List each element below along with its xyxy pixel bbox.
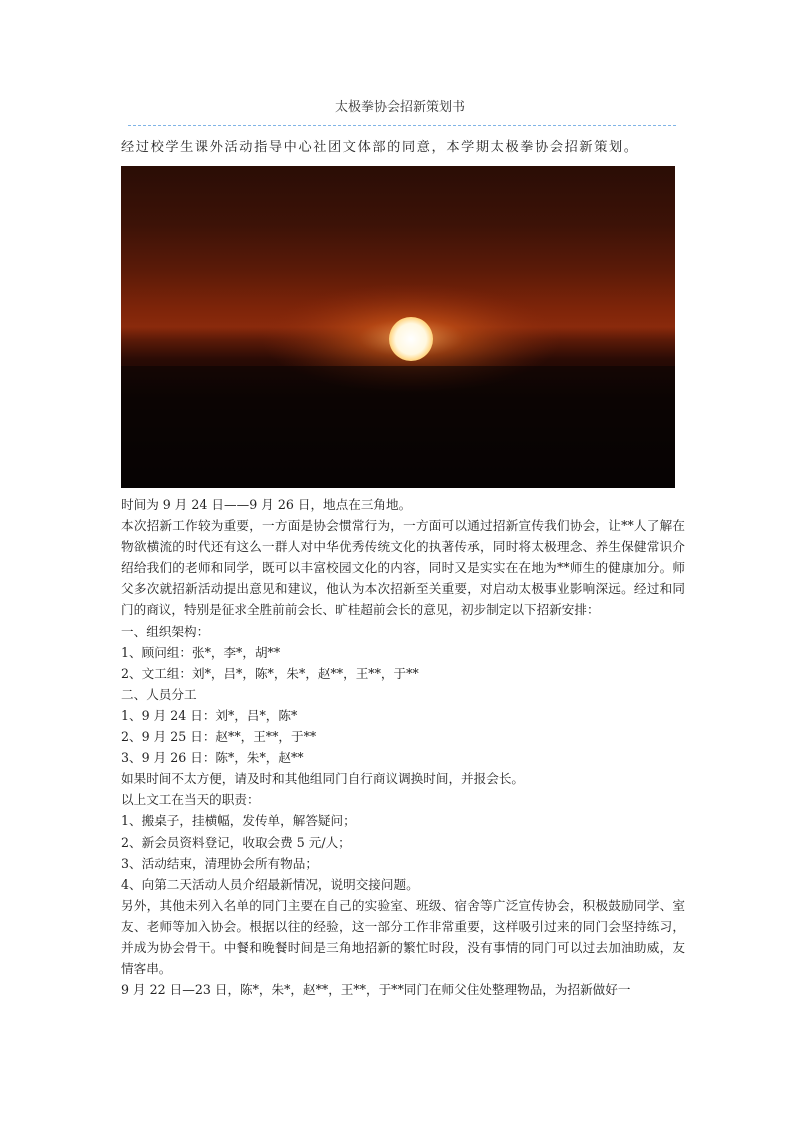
list-item: 1、顾问组：张*，李*，胡** [121, 644, 281, 660]
list-item: 2、新会员资料登记，收取会费 5 元/人； [121, 834, 351, 850]
title-divider [128, 125, 676, 126]
paragraph: 本次招新工作较为重要，一方面是协会惯常行为，一方面可以通过招新宣传我们协会，让**人了解在物欲横流的时代还有这么一群人对中华优秀传统文化的执著传承，同时将太极理念、养生保健常识介绍给我们的老师和同学，既可以丰富校园文化的内容，同时又是实实在在地为**师生的健康加分。师父多次就招新活动提出意见和建议，他认为本次招新至关重要，对启动太极事业影响深远。经过和同门的商议，特别是征求全胜前前会长、旷桂超前会长的意见，初步制定以下招新安排： [121, 518, 685, 618]
paragraph: 以上文工在当天的职责： [121, 792, 260, 808]
list-item: 1、9 月 24 日：刘*，吕*，陈* [121, 707, 298, 723]
section-heading: 一、组织架构： [121, 623, 210, 639]
intro-line: 经过校学生课外活动指导中心社团文体部的同意，本学期太极拳协会招新策划。 [121, 140, 639, 155]
paragraph: 如果时间不太方便，请及时和其他组同门自行商议调换时间，并报会长。 [121, 771, 524, 787]
list-item: 3、9 月 26 日：陈*，朱*，赵** [121, 750, 304, 766]
document-title: 太极拳协会招新策划书 [334, 100, 465, 115]
paragraph: 另外，其他未列入名单的同门主要在自己的实验室、班级、宿舍等广泛宣传协会，积极鼓励同学、室友、老师等加入协会。根据以往的经验，这一部分工作非常重要，这样吸引过来的同门会坚持练习，并成为协会骨干。中餐和晚餐时间是三角地招新的繁忙时段，没有事情的同门可以过去加油助威，友情客串。 [121, 897, 685, 977]
list-item: 3、活动结束，清理协会所有物品； [121, 855, 318, 871]
section-heading: 二、人员分工 [121, 686, 197, 702]
body-text [121, 494, 685, 1000]
list-item: 1、搬桌子，挂横幅，发传单，解答疑问； [121, 813, 356, 829]
list-item: 4、向第二天活动人员介绍最新情况，说明交接问题。 [121, 876, 419, 892]
sunset-photo [121, 166, 675, 488]
paragraph: 时间为 9 月 24 日——9 月 26 日，地点在三角地。 [121, 497, 412, 512]
paragraph: 9 月 22 日—23 日，陈*，朱*，赵**，王**，于**同门在师父住处整理物品，为招新做好一 [121, 982, 631, 998]
sun [389, 317, 433, 361]
ground-shadow [121, 366, 675, 488]
list-item: 2、9 月 25 日：赵**，王**，于** [121, 729, 317, 745]
list-item: 2、文工组：刘*，吕*，陈*，朱*，赵**，王**，于** [121, 665, 419, 681]
